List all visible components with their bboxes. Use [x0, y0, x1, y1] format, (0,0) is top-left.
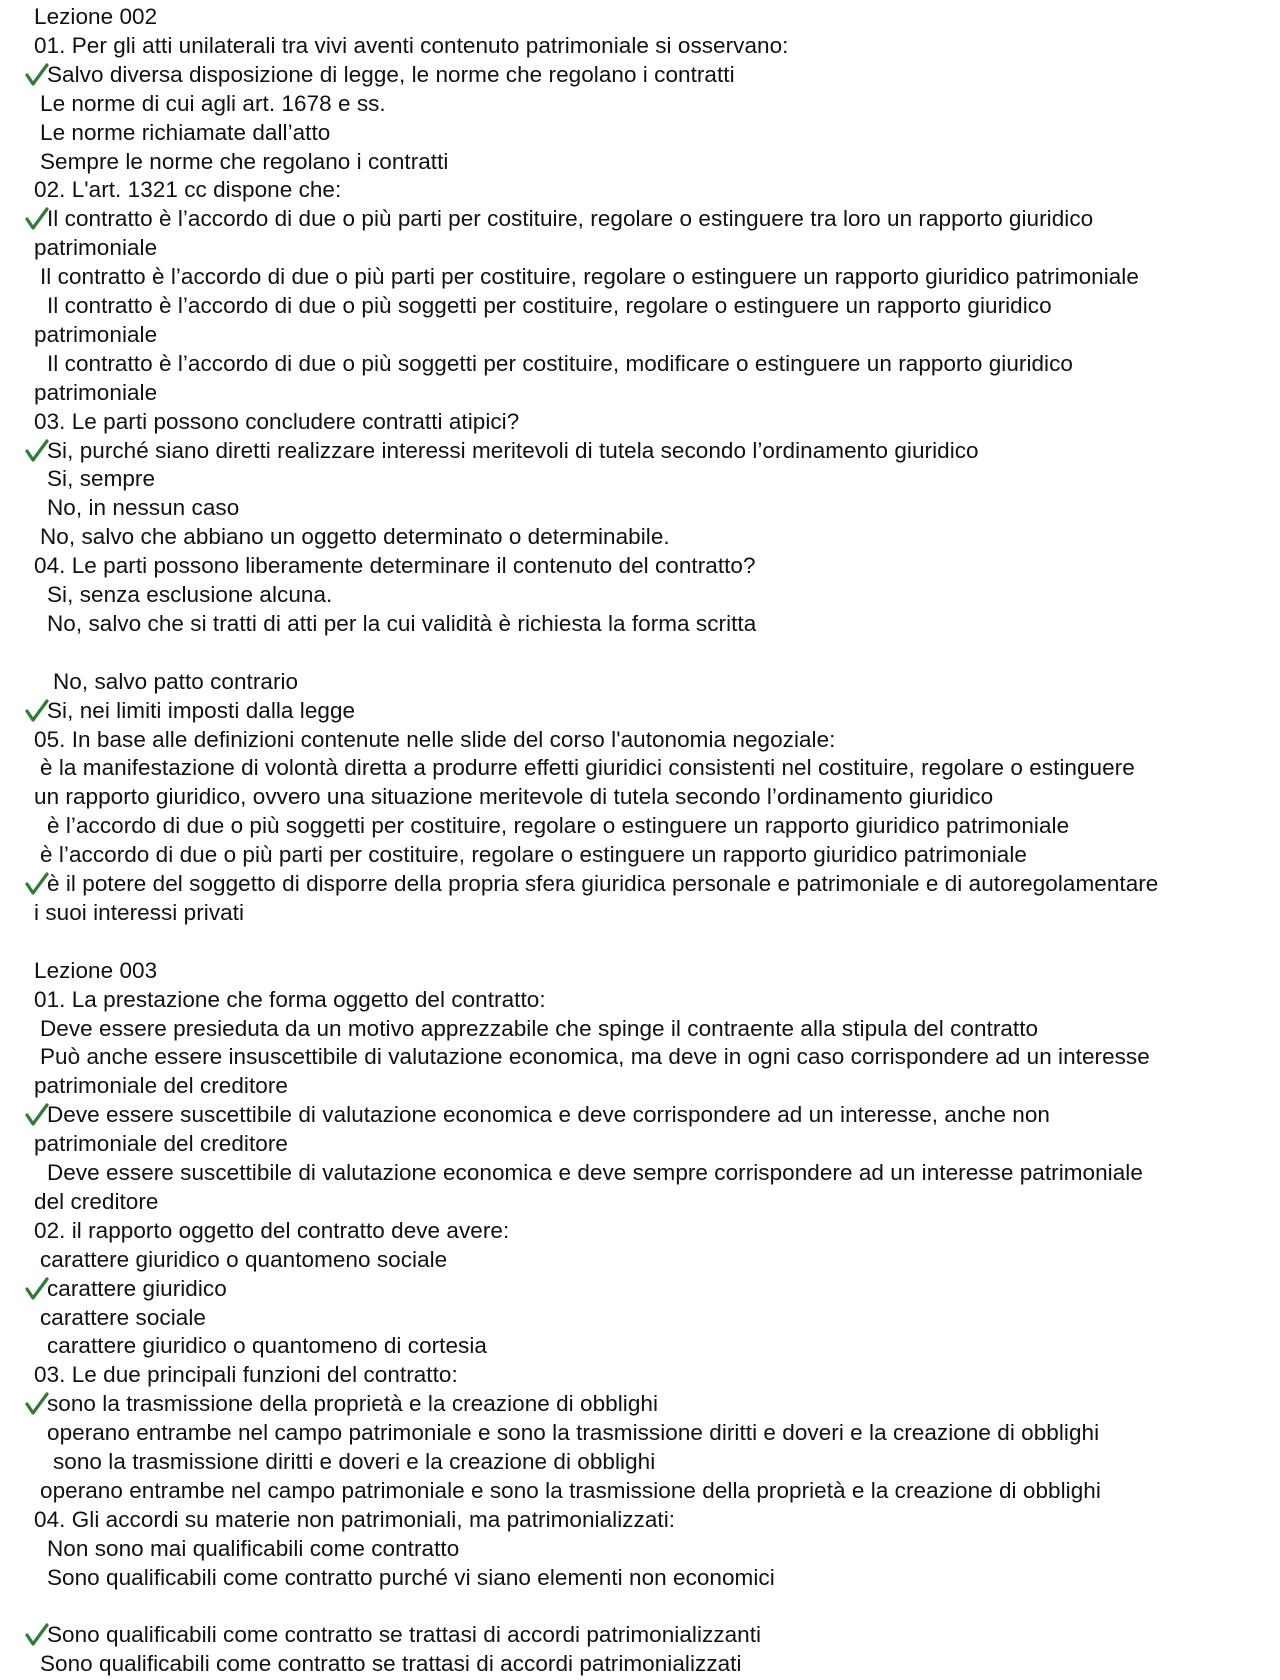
line-text: è la manifestazione di volontà diretta a produrre effetti giuridici consistenti nel costituire, regolare o estinguere	[40, 755, 1135, 781]
line-text: Lezione 003	[34, 957, 158, 983]
line-text: Sempre le norme che regolano i contratti	[40, 148, 449, 174]
line-text: Il contratto è l’accordo di due o più soggetti per costituire, modificare o estinguere un rapporto giuridico	[47, 350, 1073, 376]
line-text: un rapporto giuridico, ovvero una situazione meritevole di tutela secondo l’ordinamento giuridico	[34, 784, 994, 810]
line-text: sono la trasmissione diritti e doveri e la creazione di obblighi	[53, 1449, 656, 1474]
line-text: patrimoniale	[34, 235, 158, 261]
line-text: è il potere del soggetto di disporre della propria sfera giuridica personale e patrimoniale e di autoregolamentare	[47, 871, 1159, 896]
line-text: patrimoniale	[34, 379, 158, 405]
line-text: è l’accordo di due o più soggetti per costituire, regolare o estinguere un rapporto giuridico patrimoniale	[47, 813, 1070, 839]
line-text: Il contratto è l’accordo di due o più soggetti per costituire, regolare o estinguere un rapporto giuridico	[47, 293, 1052, 318]
line-text: Deve essere presieduta da un motivo apprezzabile che spinge il contraente alla stipula del contratto	[40, 1015, 1039, 1041]
line-text: Non sono mai qualificabili come contratto	[47, 1535, 460, 1561]
line-text: Si, senza esclusione alcuna.	[47, 582, 333, 607]
line-text: i suoi interessi privati	[34, 899, 245, 925]
line-text: Il contratto è l’accordo di due o più parti per costituire, regolare o estinguere tra loro un rapporto giuridico	[47, 206, 1094, 232]
line-text: carattere sociale	[40, 1304, 206, 1330]
line-text: è l’accordo di due o più parti per costituire, regolare o estinguere un rapporto giuridico patrimoniale	[40, 842, 1027, 868]
line-text: carattere giuridico	[47, 1275, 227, 1301]
line-text: 04. Gli accordi su materie non patrimoniali, ma patrimonializzati:	[34, 1506, 676, 1532]
line-text: Si, nei limiti imposti dalla legge	[47, 697, 356, 723]
line-text: 03. Le due principali funzioni del contratto:	[34, 1362, 458, 1388]
line-text: Deve essere suscettibile di valutazione economica e deve sempre corrispondere ad un interesse patrimoniale	[47, 1160, 1143, 1185]
line-text: Le norme richiamate dall’atto	[40, 119, 331, 145]
line-text: sono la trasmissione della proprietà e la creazione di obblighi	[47, 1391, 659, 1417]
line-text: patrimoniale	[34, 321, 158, 347]
line-text: Lezione 002	[34, 4, 158, 29]
line-text: carattere giuridico o quantomeno di cortesia	[47, 1333, 487, 1359]
line-text: Può anche essere insuscettibile di valutazione economica, ma deve in ogni caso corrispondere ad un interesse	[40, 1044, 1150, 1070]
line-text: 01. La prestazione che forma oggetto del contratto:	[34, 986, 546, 1012]
line-text: Salvo diversa disposizione di legge, le norme che regolano i contratti	[47, 61, 735, 87]
line-text: 05. In base alle definizioni contenute nelle slide del corso l'autonomia negoziale:	[34, 726, 836, 752]
line-text: 01. Per gli atti unilaterali tra vivi aventi contenuto patrimoniale si osservano:	[34, 32, 789, 58]
line-text: Si, purché siano diretti realizzare interessi meritevoli di tutela secondo l’ordinamento giuridico	[47, 437, 979, 463]
line-text: operano entrambe nel campo patrimoniale e sono la trasmissione della proprietà e la creazione di obblighi	[40, 1477, 1101, 1503]
line-text: Le norme di cui agli art. 1678 e ss.	[40, 90, 386, 116]
line-text: No, salvo patto contrario	[53, 668, 299, 694]
line-text: No, salvo che abbiano un oggetto determinato o determinabile.	[40, 524, 670, 550]
line-text: No, in nessun caso	[47, 495, 240, 521]
line-text: 02. L'art. 1321 cc dispone che:	[34, 177, 342, 203]
line-text: patrimoniale del creditore	[34, 1073, 288, 1099]
line-text: Deve essere suscettibile di valutazione economica e deve corrispondere ad un interesse, anche non	[47, 1102, 1050, 1128]
line-text: 03. Le parti possono concludere contratti atipici?	[34, 408, 520, 434]
line-text: 02. il rapporto oggetto del contratto deve avere:	[34, 1217, 510, 1243]
line-text: Si, sempre	[47, 466, 156, 492]
line-text: Sono qualificabili come contratto se trattasi di accordi patrimonializzanti	[47, 1622, 762, 1648]
line-text: patrimoniale del creditore	[34, 1131, 288, 1157]
line-text: del creditore	[34, 1188, 159, 1214]
line-text: Sono qualificabili come contratto se trattasi di accordi patrimonializzati	[40, 1651, 742, 1677]
line-text: No, salvo che si tratti di atti per la cui validità è richiesta la forma scritta	[47, 610, 757, 636]
line-text: 04. Le parti possono liberamente determinare il contenuto del contratto?	[34, 553, 756, 579]
line-text: carattere giuridico o quantomeno sociale	[40, 1246, 448, 1272]
line-text: operano entrambe nel campo patrimoniale e sono la trasmissione diritti e doveri e la creazione di obblighi	[47, 1420, 1100, 1446]
line-text: Sono qualificabili come contratto purché vi siano elementi non economici	[47, 1564, 775, 1590]
line-text: Il contratto è l’accordo di due o più parti per costituire, regolare o estinguere un rapporto giuridico patrimoniale	[40, 264, 1139, 290]
